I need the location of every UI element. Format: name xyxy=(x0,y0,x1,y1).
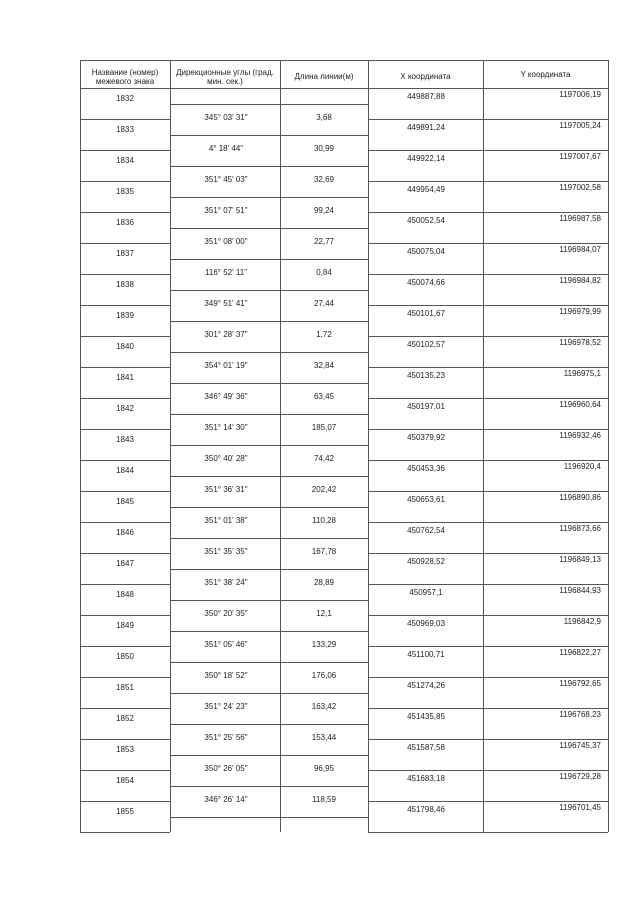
point-name: 1844 xyxy=(116,466,134,475)
segment-direction-angle: 346° 49' 36" xyxy=(204,392,248,401)
point-x-coordinate: 451587,58 xyxy=(407,743,445,752)
point-name: 1840 xyxy=(116,342,134,351)
table-top-border xyxy=(80,60,608,61)
segment-direction-angle: 4° 18' 44" xyxy=(208,144,244,153)
row-divider xyxy=(170,228,368,229)
point-y-coordinate: 1196960,64 xyxy=(559,400,601,409)
row-divider xyxy=(170,259,368,260)
point-name: 1846 xyxy=(116,528,134,537)
point-name: 1839 xyxy=(116,311,134,320)
point-x-coordinate: 451274,26 xyxy=(407,681,445,690)
segment-direction-angle: 351° 08' 00" xyxy=(204,237,248,246)
row-divider xyxy=(368,460,608,461)
point-name: 1835 xyxy=(116,187,134,196)
row-divider xyxy=(170,476,368,477)
point-x-coordinate: 450653,61 xyxy=(407,495,445,504)
header-direction-angle: Дирекционные углы (град. мин. сек.) xyxy=(176,68,274,86)
point-name: 1843 xyxy=(116,435,134,444)
point-y-coordinate: 1196768,23 xyxy=(559,710,601,719)
row-divider xyxy=(368,150,608,151)
point-y-coordinate: 1197005,24 xyxy=(559,121,601,130)
point-x-coordinate: 450074,66 xyxy=(407,278,445,287)
point-x-coordinate: 451435,85 xyxy=(407,712,445,721)
point-x-coordinate: 450928,52 xyxy=(407,557,445,566)
segment-length: 110,28 xyxy=(312,516,336,525)
row-divider xyxy=(80,584,170,585)
row-divider xyxy=(170,507,368,508)
point-x-coordinate: 450197,01 xyxy=(407,402,445,411)
point-x-coordinate: 450101,67 xyxy=(407,309,445,318)
row-divider xyxy=(80,739,170,740)
point-x-coordinate: 450102,57 xyxy=(407,340,445,349)
point-x-coordinate: 450453,36 xyxy=(407,464,445,473)
column-border-1 xyxy=(170,60,171,832)
row-divider xyxy=(80,832,170,833)
header-line-length: Длина линии(м) xyxy=(294,72,354,81)
row-divider xyxy=(368,708,608,709)
segment-direction-angle: 301° 28' 37" xyxy=(204,330,248,339)
point-x-coordinate: 449922,14 xyxy=(407,154,445,163)
segment-direction-angle: 351° 14' 30" xyxy=(204,423,248,432)
row-divider xyxy=(80,708,170,709)
row-divider xyxy=(80,150,170,151)
segment-length: 167,78 xyxy=(311,547,337,556)
point-y-coordinate: 1196975,1 xyxy=(563,369,601,378)
point-name: 1852 xyxy=(116,714,134,723)
segment-direction-angle: 350° 18' 52" xyxy=(204,671,248,680)
row-divider xyxy=(368,801,608,802)
row-divider xyxy=(80,119,170,120)
point-y-coordinate: 1196984,07 xyxy=(559,245,601,254)
point-name: 1836 xyxy=(116,218,134,227)
row-divider xyxy=(368,770,608,771)
row-divider xyxy=(368,429,608,430)
segment-length: 153,44 xyxy=(311,733,337,742)
row-divider xyxy=(80,398,170,399)
segment-length: 133,29 xyxy=(311,640,337,649)
row-divider xyxy=(170,600,368,601)
segment-direction-angle: 351° 35' 35" xyxy=(204,547,248,556)
segment-direction-angle: 351° 05' 46" xyxy=(204,640,248,649)
point-x-coordinate: 449891,24 xyxy=(407,123,445,132)
segment-direction-angle: 351° 45' 03" xyxy=(204,175,248,184)
row-divider xyxy=(368,119,608,120)
segment-direction-angle: 351° 38' 24" xyxy=(204,578,248,587)
row-divider xyxy=(368,739,608,740)
point-y-coordinate: 1196932,46 xyxy=(559,431,601,440)
segment-length: 96,95 xyxy=(313,764,335,773)
segment-direction-angle: 345° 03' 31" xyxy=(204,113,248,122)
point-name: 1841 xyxy=(116,373,134,382)
point-name: 1847 xyxy=(116,559,134,568)
row-divider xyxy=(368,677,608,678)
row-divider xyxy=(80,305,170,306)
point-x-coordinate: 450052,54 xyxy=(407,216,445,225)
segment-direction-angle: 350° 40' 28" xyxy=(204,454,248,463)
point-y-coordinate: 1196978,52 xyxy=(559,338,601,347)
point-name: 1849 xyxy=(116,621,134,630)
row-divider xyxy=(80,801,170,802)
segment-direction-angle: 354° 01' 19" xyxy=(204,361,248,370)
segment-direction-angle: 116° 52' 11" xyxy=(205,268,247,277)
row-divider xyxy=(170,321,368,322)
segment-length: 12,1 xyxy=(316,609,332,618)
point-y-coordinate: 1196729,28 xyxy=(559,772,601,781)
row-divider xyxy=(170,569,368,570)
point-y-coordinate: 1196849,13 xyxy=(559,555,601,564)
header-x-coordinate: X координата xyxy=(400,72,451,81)
point-name: 1833 xyxy=(116,125,134,134)
point-y-coordinate: 1196822,27 xyxy=(559,648,601,657)
row-divider xyxy=(80,367,170,368)
row-divider xyxy=(170,135,368,136)
row-divider xyxy=(80,212,170,213)
row-divider xyxy=(368,615,608,616)
row-divider xyxy=(368,212,608,213)
segment-direction-angle: 350° 26' 05" xyxy=(204,764,248,773)
row-divider xyxy=(170,755,368,756)
point-x-coordinate: 451683,18 xyxy=(407,774,445,783)
row-divider xyxy=(170,166,368,167)
header-y-coordinate: Y координата xyxy=(520,70,571,79)
row-divider xyxy=(368,646,608,647)
point-name: 1855 xyxy=(116,807,134,816)
point-y-coordinate: 1196701,45 xyxy=(559,803,601,812)
row-divider xyxy=(170,383,368,384)
row-divider xyxy=(80,181,170,182)
point-y-coordinate: 1196987,58 xyxy=(559,214,601,223)
row-divider xyxy=(368,553,608,554)
row-divider xyxy=(170,290,368,291)
point-y-coordinate: 1197007,67 xyxy=(559,152,601,161)
point-name: 1854 xyxy=(116,776,134,785)
segment-length: 118,59 xyxy=(312,795,336,804)
segment-direction-angle: 351° 07' 51" xyxy=(204,206,248,215)
segment-length: 32,69 xyxy=(313,175,335,184)
row-divider xyxy=(170,104,368,105)
row-divider xyxy=(170,197,368,198)
point-name: 1842 xyxy=(116,404,134,413)
point-y-coordinate: 1196873,66 xyxy=(559,524,601,533)
segment-direction-angle: 346° 26' 14" xyxy=(204,795,248,804)
segment-direction-angle: 351° 25' 56" xyxy=(204,733,248,742)
segment-length: 28,89 xyxy=(313,578,335,587)
row-divider xyxy=(368,181,608,182)
row-divider xyxy=(80,336,170,337)
row-divider xyxy=(368,522,608,523)
point-y-coordinate: 1197002,58 xyxy=(559,183,601,192)
segment-length: 32,84 xyxy=(313,361,335,370)
row-divider xyxy=(80,460,170,461)
row-divider xyxy=(80,274,170,275)
segment-length: 185,07 xyxy=(311,423,337,432)
row-divider xyxy=(80,243,170,244)
point-y-coordinate: 1196792,65 xyxy=(559,679,601,688)
row-divider xyxy=(368,491,608,492)
row-divider xyxy=(80,429,170,430)
segment-length: 74,42 xyxy=(313,454,335,463)
segment-direction-angle: 350° 20' 35" xyxy=(204,609,248,618)
row-divider xyxy=(170,445,368,446)
point-name: 1834 xyxy=(116,156,134,165)
point-x-coordinate: 449954,49 xyxy=(407,185,445,194)
column-border-3 xyxy=(368,60,369,832)
segment-length: 99,24 xyxy=(313,206,335,215)
row-divider xyxy=(368,398,608,399)
row-divider xyxy=(368,367,608,368)
row-divider xyxy=(80,770,170,771)
row-divider xyxy=(80,646,170,647)
point-name: 1845 xyxy=(116,497,134,506)
point-y-coordinate: 1196842,9 xyxy=(563,617,601,626)
segment-length: 202,42 xyxy=(311,485,337,494)
point-y-coordinate: 1197006,19 xyxy=(559,90,601,99)
header-bottom-border xyxy=(80,88,608,89)
row-divider xyxy=(170,538,368,539)
point-name: 1832 xyxy=(116,94,134,103)
point-x-coordinate: 450762,54 xyxy=(407,526,445,535)
point-x-coordinate: 450075,04 xyxy=(407,247,445,256)
column-border-5 xyxy=(608,60,609,832)
point-x-coordinate: 450969,03 xyxy=(407,619,445,628)
row-divider xyxy=(170,786,368,787)
row-divider xyxy=(368,305,608,306)
point-name: 1837 xyxy=(116,249,134,258)
row-divider xyxy=(80,522,170,523)
coordinates-table xyxy=(80,60,608,832)
segment-length: 22,77 xyxy=(313,237,335,246)
row-divider xyxy=(170,662,368,663)
row-divider xyxy=(170,724,368,725)
point-x-coordinate: 449887,88 xyxy=(407,92,445,101)
segment-length: 30,99 xyxy=(313,144,335,153)
segment-length: 3,68 xyxy=(316,113,332,122)
point-x-coordinate: 450957,1 xyxy=(409,588,443,597)
point-y-coordinate: 1196890,86 xyxy=(559,493,601,502)
segment-direction-angle: 351° 24' 23" xyxy=(204,702,248,711)
header-point-name: Название (номер) межевого знака xyxy=(91,68,159,86)
row-divider xyxy=(368,584,608,585)
segment-length: 0,84 xyxy=(316,268,332,277)
point-name: 1848 xyxy=(116,590,134,599)
row-divider xyxy=(80,615,170,616)
point-y-coordinate: 1196844,93 xyxy=(559,586,601,595)
point-y-coordinate: 1196920,4 xyxy=(563,462,601,471)
segment-direction-angle: 351° 36' 31" xyxy=(204,485,248,494)
row-divider xyxy=(170,352,368,353)
point-name: 1850 xyxy=(116,652,134,661)
segment-length: 27,44 xyxy=(313,299,335,308)
point-x-coordinate: 451798,46 xyxy=(407,805,445,814)
point-y-coordinate: 1196745,37 xyxy=(559,741,601,750)
row-divider xyxy=(368,336,608,337)
point-name: 1851 xyxy=(116,683,134,692)
row-divider xyxy=(368,274,608,275)
row-divider xyxy=(170,817,368,818)
row-divider xyxy=(368,832,608,833)
segment-length: 163,42 xyxy=(311,702,337,711)
point-y-coordinate: 1196979,99 xyxy=(559,307,601,316)
point-x-coordinate: 451100,71 xyxy=(407,650,445,659)
point-x-coordinate: 450379,92 xyxy=(407,433,445,442)
segment-length: 63,45 xyxy=(313,392,335,401)
point-x-coordinate: 450135,23 xyxy=(407,371,445,380)
row-divider xyxy=(170,631,368,632)
segment-length: 1,72 xyxy=(316,330,332,339)
segment-direction-angle: 351° 01' 38" xyxy=(204,516,248,525)
row-divider xyxy=(368,243,608,244)
row-divider xyxy=(170,693,368,694)
row-divider xyxy=(80,491,170,492)
point-name: 1853 xyxy=(116,745,134,754)
row-divider xyxy=(170,414,368,415)
point-name: 1838 xyxy=(116,280,134,289)
row-divider xyxy=(80,677,170,678)
segment-direction-angle: 349° 51' 41" xyxy=(204,299,248,308)
row-divider xyxy=(80,553,170,554)
point-y-coordinate: 1196984,82 xyxy=(559,276,601,285)
segment-length: 176,06 xyxy=(311,671,337,680)
